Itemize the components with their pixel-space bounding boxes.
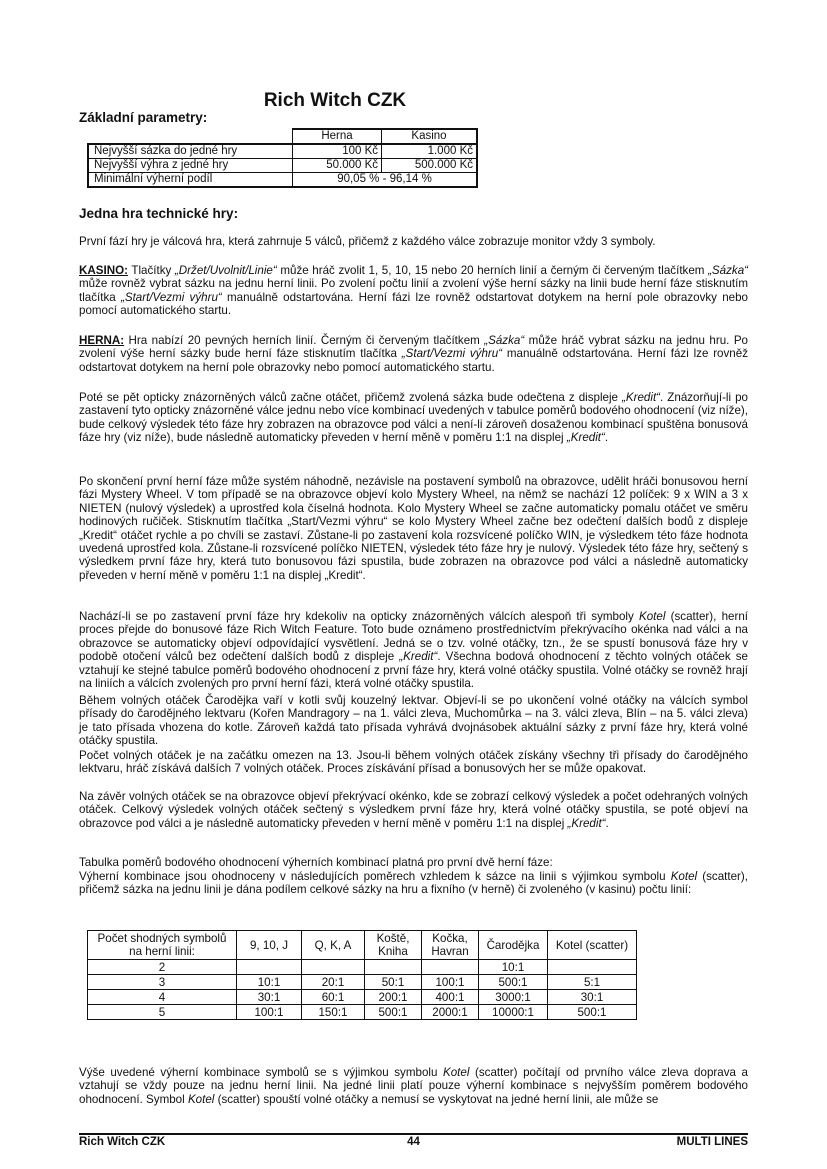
paragraph-herna: HERNA: Hra nabízí 20 pevných herních linií. Černým či červeným tlačítkem „Sázka“ může hráč vybrat sázku na jednu hru. Po zvolení výše herní sázky bude herní fáze stisknutím tlačítka „Start/Vezmi výhru“ manuálně odstartována. Herní fázi lze rovněž odstartovat dotykem na herní pole obrazovky nebo pomocí automatického startu. (79, 334, 748, 374)
paytable-row: 4 30:1 60:1 200:1 400:1 3000:1 30:1 (88, 990, 637, 1005)
paytable-row: 3 10:1 20:1 50:1 100:1 500:1 5:1 (88, 975, 637, 990)
paragraph-mystery-wheel: Po skončení první herní fáze může systém náhodně, nezávisle na postavení symbolů na obrazovce, udělit hráči bonusovou herní fázi Mystery Wheel. V tom případě se na obrazovce objeví kolo Mystery Wheel, na němž se nachází 12 políček: 9 x WIN a 3 x NIETEN (nulový výsledek) a uprostřed kola číselná hodnota. Kolo Mystery Wheel se začne automaticky pomalu otáčet ve směru hodinových ručiček. Stisknutím tlačítka „Start/Vezmi výhru“ se kolo Mystery Wheel začne bez odečtení dalších bodů z displeje „Kredit“ otáčet rychle a po chvíli se zastaví. Zůstane-li po zastavení kola rozsvícené políčko WIN, je výsledkem této fáze hodnota uvedená uprostřed kola. Zůstane-li rozsvícené políčko NIETEN, výsledek této fáze hry je nulový. Výsledek této fáze hry, sečtený s výsledkem první fáze hry, která tuto bonusovou fázi spustila, bude zobrazen na obrazovce pod válci a následně automaticky převeden v herní měně v poměru 1:1 na displej „Kredit“. (79, 475, 748, 582)
paragraph-table-intro: Tabulka poměrů bodového ohodnocení výherních kombinací platná pro první dvě herní fáze: (79, 856, 553, 869)
paragraph-witch: Během volných otáček Čarodějka vaří v kotli svůj kouzelný lektvar. Objeví-li se po ukončení volné otáčky na válcích symbol přísady do čarodějného lektvaru (Kořen Mandragory – na 1. válci zleva, Muchomůrka – na 3. válci zleva, Blín – na 5. válci zleva) je tato přísada vhozena do kotle. Zároveň každá tato přísada vyhrává dvojnásobek aktuální sázky z první fáze hry, která volné otáčky spustila. (79, 694, 748, 748)
paragraph-kasino: KASINO: Tlačítky „Držet/Uvolnit/Linie“ může hráč zvolit 1, 5, 10, 15 nebo 20 herních linií a černým či červeným tlačítkem „Sázka“ může rovněž vybrat sázku na jednu herní linii. Po zvolení počtu linií a zvolení výše herní sázky na linii bude herní fáze stisknutím tlačítka „Start/Vezmi výhru“ manuálně odstartována. Herní fázi lze rovněž odstartovat dotykem na herní pole obrazovky nebo pomocí automatického startu. (79, 264, 749, 318)
paragraph-free-spins-count: Počet volných otáček je na začátku omezen na 13. Jsou-li během volných otáček získány všechny tři přísady do čarodějného lektvaru, hráč získává dalších 7 volných otáček. Proces získávání přísad a bonusových her se může opakovat. (79, 749, 748, 776)
basic-params-heading: Základní parametry: (79, 110, 208, 125)
paragraph-table-description: Výherní kombinace jsou ohodnoceny v následujících poměrech vzhledem k sázce na linii s výjimkou symbolu Kotel (scatter), přičemž sázka na jednu linii je dána podílem celkové sázky na hru a fixního (v herně) či zvoleného (v kasinu) počtu linií: (79, 870, 748, 897)
paragraph-reels: Poté se pět opticky znázorněných válců začne otáčet, přičemž zvolená sázka bude odečtena z displeje „Kredit“. Znázorňují-li po zastavení tyto opticky znázorněné válce jednu nebo více kombinací uvedených v tabulce poměrů bodového ohodnocení (viz níže), bude celkový výsledek této fáze hry zobrazen na obrazovce pod válci a není-li zároveň dosaženou kombinací spuštěna bonusová fáze hry (viz níže), bude následně automaticky převeden v herní měně v poměru 1:1 na displej „Kredit“. (79, 391, 748, 445)
footer-right: MULTI LINES (676, 1136, 748, 1148)
tech-heading: Jedna hra technické hry: (79, 206, 239, 221)
paytable (87, 930, 637, 1020)
params-row: Nejvyšší výhra z jedné hry 50.000 Kč 500.000 Kč (88, 159, 477, 173)
paragraph-feature: Nachází-li se po zastavení první fáze hry kdekoliv na opticky znázorněných válcích alespoň tři symboly Kotel (scatter), herní proces přejde do bonusové fáze Rich Witch Feature. Toto bude oznámeno prostřednictvím překrývacího okénka nad válci a na obrazovce se automaticky objeví odpovídající vysvětlení. Jedná se o tzv. volné otáčky, tzn., že se spustí bonusová fáze hry v podobě otočení válců bez odečtení dalších bodů z displeje „Kredit“. Všechna bodová ohodnocení z těchto volných otáček se vztahují ke stejné tabulce poměrů bodového ohodnocení z první fáze hry, která volné otáčky spustila. Volné otáčky se rovněž hrají na liniích a válcích zvolených pro první herní fázi, která volné otáčky spustila. (79, 610, 748, 691)
footer-divider (79, 1133, 748, 1135)
params-header-herna: Herna (293, 129, 382, 144)
document-title: Rich Witch CZK (263, 90, 407, 111)
params-header-kasino: Kasino (382, 129, 478, 144)
footer-left: Rich Witch CZK (79, 1136, 166, 1148)
paytable-row: 5 100:1 150:1 500:1 2000:1 10000:1 500:1 (88, 1005, 637, 1020)
paragraph-final: Výše uvedené výherní kombinace symbolů se s výjimkou symbolu Kotel (scatter) počítají od prvního válce zleva doprava a vztahují se vždy pouze na jednu herní linii. Na jedné linii platí pouze výherní kombinace s nejvyšším poměrem bodového ohodnocení. Symbol Kotel (scatter) spouští volné otáčky a nemusí se vyskytovat na jedné herní linii, ale může se (79, 1066, 748, 1106)
paytable-row: 2 10:1 (88, 960, 637, 975)
page-number: 44 (407, 1136, 420, 1148)
paytable-header-row: Počet shodných symbolů na herní linii: 9, 10, J Q, K, A Koště, Kniha Kočka, Havran Čarodějka Kotel (scatter) (88, 931, 637, 960)
params-row: Nejvyšší sázka do jedné hry 100 Kč 1.000 Kč (88, 144, 477, 159)
params-row: Minimální výherní podíl 90,05 % - 96,14 % (88, 173, 477, 188)
params-table (87, 128, 478, 188)
paragraph-intro: První fází hry je válcová hra, která zahrnuje 5 válců, přičemž z každého válce zobrazuje monitor vždy 3 symboly. (79, 235, 656, 248)
paragraph-free-spins-end: Na závěr volných otáček se na obrazovce objeví překrývací okénko, kde se zobrazí celkový výsledek a počet odehraných volných otáček. Celkový výsledek volných otáček sečtený s výsledkem první fáze hry, která volné otáčky spustila, se poté objeví na obrazovce pod válci a je následně automaticky převeden v herní měně v poměru 1:1 na displej „Kredit“. (79, 790, 748, 830)
